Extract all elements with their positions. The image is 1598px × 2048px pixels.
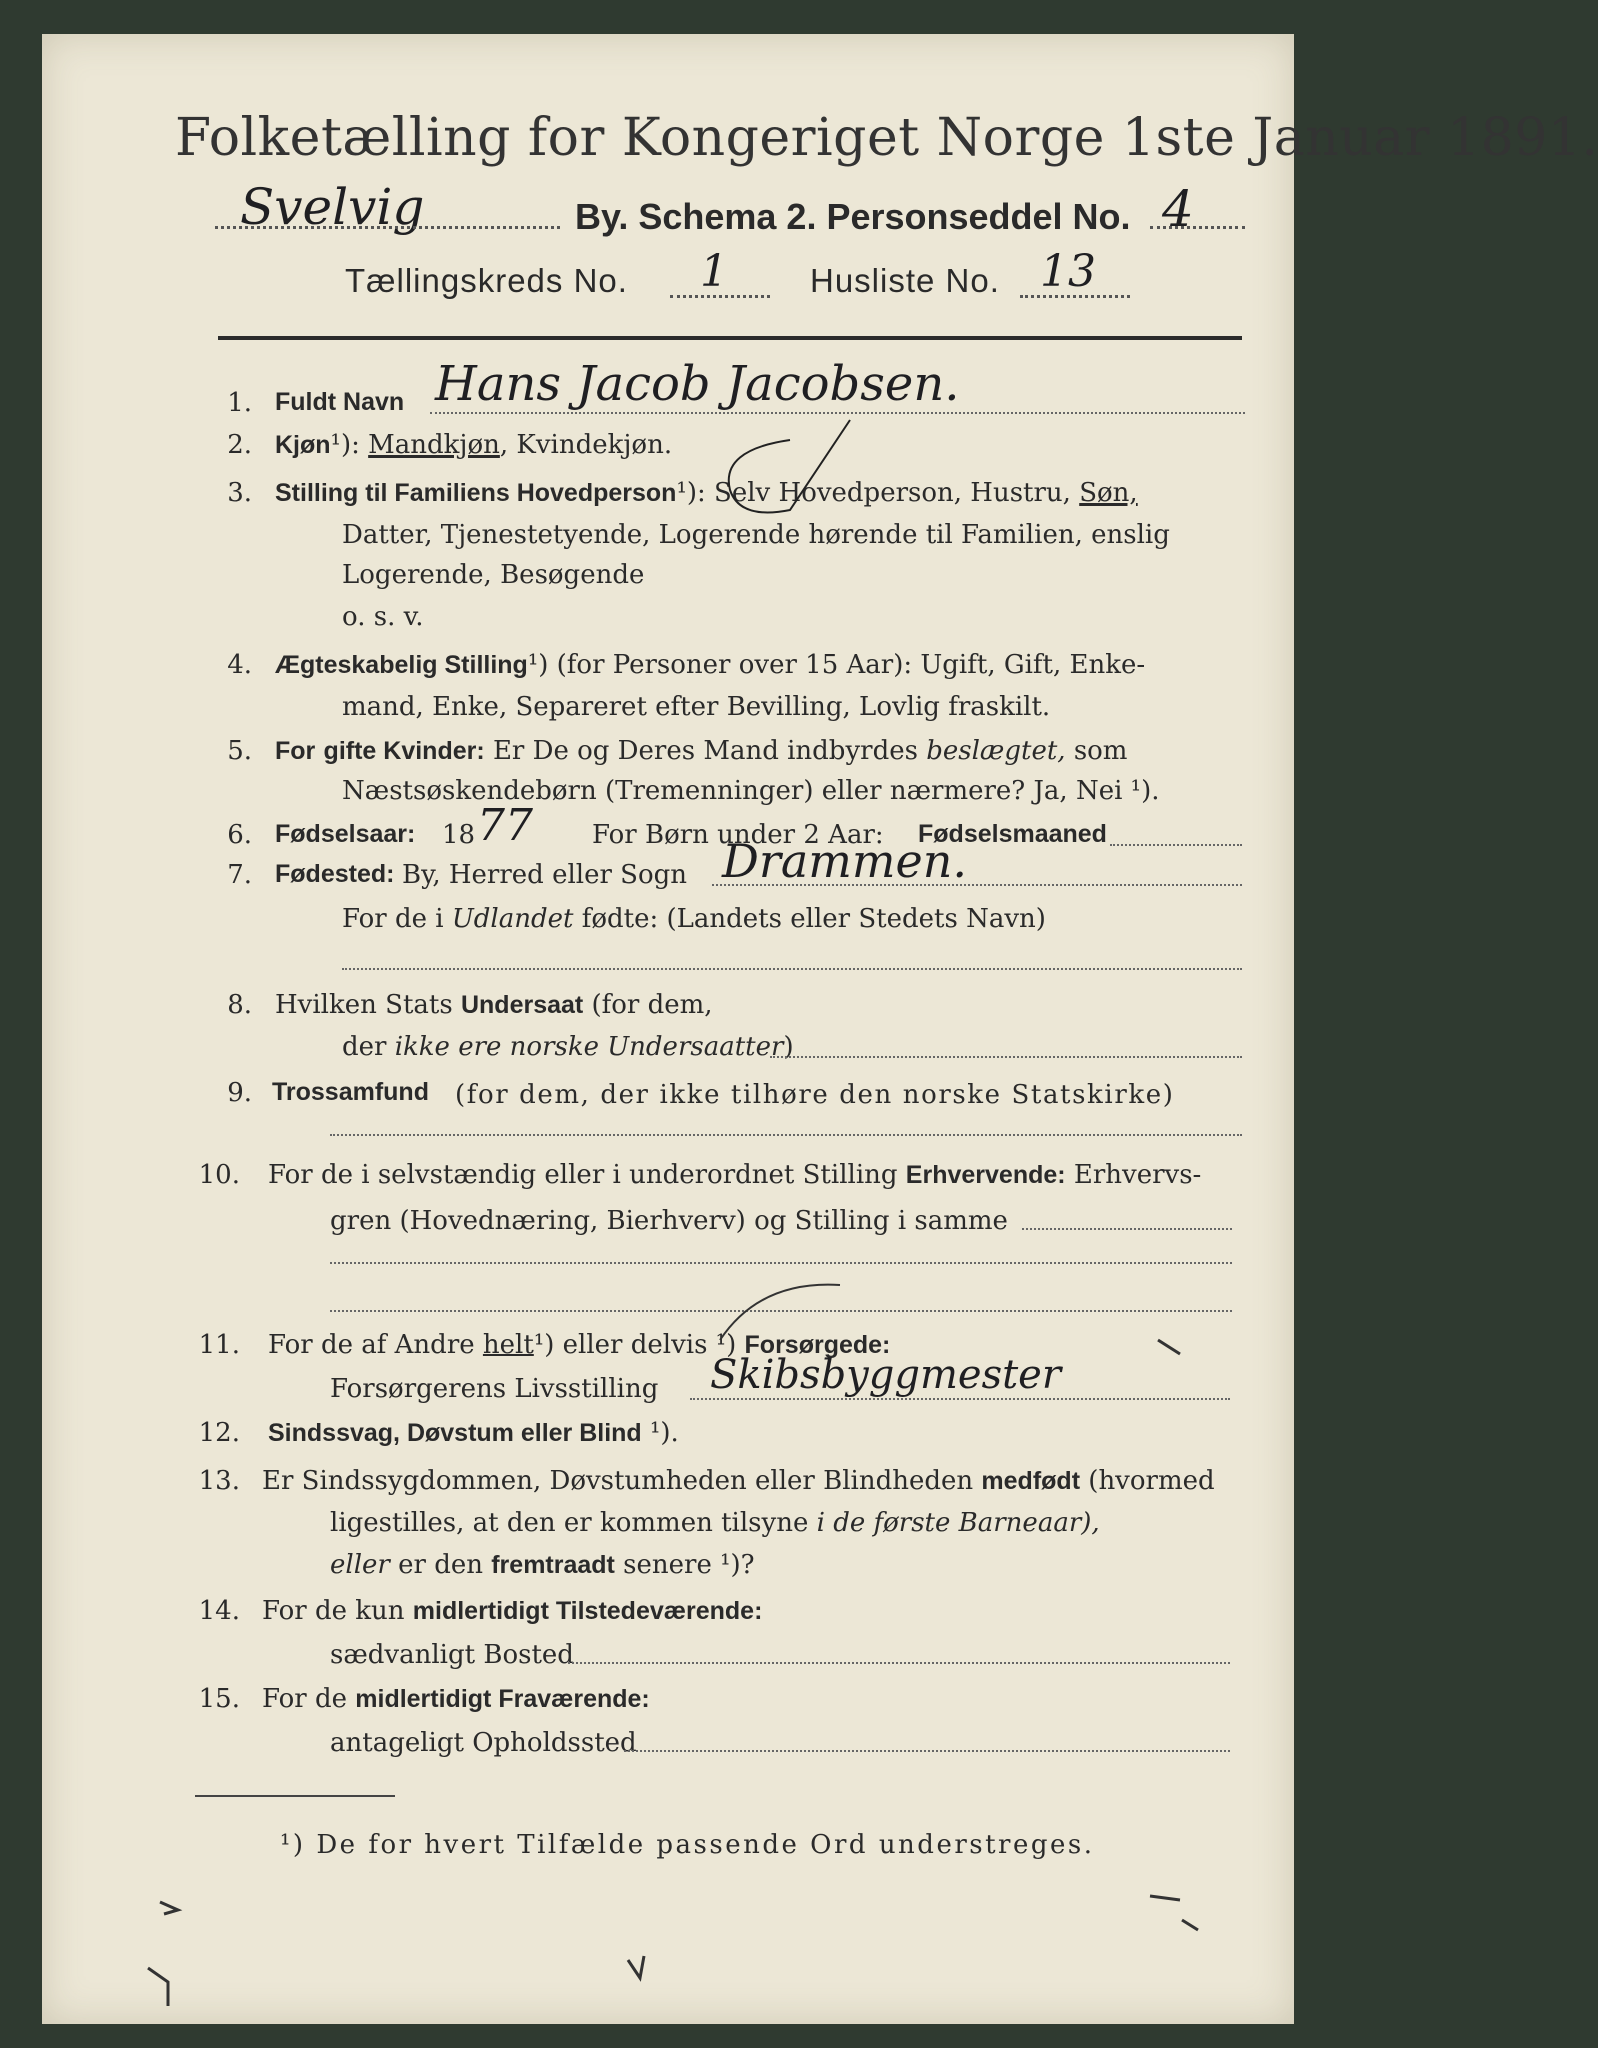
schema-label: By. Schema 2. Personseddel No. — [575, 196, 1131, 237]
item-13-l3c: senere ¹)? — [623, 1550, 755, 1580]
item-9-line — [330, 1134, 1242, 1136]
footnote-rule — [195, 1795, 395, 1797]
item-2-male: Mandkjøn — [368, 430, 500, 460]
item-10-line-a — [1022, 1228, 1232, 1230]
item-3-line-2: Datter, Tjenestetyende, Logerende hørende til Familien, enslig — [342, 520, 1170, 550]
item-14-line-1 — [262, 1596, 762, 1626]
item-5-pre: For — [275, 737, 316, 765]
item-13-label: medfødt — [981, 1467, 1081, 1495]
item-7-line-2 — [342, 904, 1046, 934]
item-13-line-3 — [330, 1550, 755, 1580]
item-5-italic: beslægtet, — [926, 736, 1066, 766]
header-rule — [218, 336, 1242, 340]
item-1-line — [430, 412, 1245, 414]
birthplace: Drammen. — [722, 834, 968, 888]
item-14-pre: For de kun — [262, 1596, 405, 1626]
item-10-end: Erhvervs- — [1073, 1160, 1202, 1190]
item-6-label-2: Fødselsmaaned — [918, 820, 1107, 848]
item-11-l1b: ¹) eller delvis ¹) — [533, 1330, 737, 1360]
item-8-l2a: der — [342, 1032, 387, 1062]
town-dotted-line — [215, 226, 560, 229]
item-10-number: 10. — [198, 1160, 240, 1190]
item-12-label: Sindssvag, Døvstum eller Blind — [268, 1419, 642, 1447]
item-8-line — [770, 1056, 1242, 1058]
item-7-l2-italic: Udlandet — [451, 904, 574, 934]
item-6-line — [1110, 844, 1242, 846]
item-7-line — [712, 884, 1242, 886]
item-2-sup: ¹): — [330, 430, 360, 460]
item-10-text: For de i selvstændig eller i underordnet Stilling — [268, 1160, 898, 1190]
item-5-text: Er De og Deres Mand indbyrdes — [492, 736, 918, 766]
item-11-number: 11. — [198, 1330, 240, 1360]
item-13-end: (hvormed — [1088, 1466, 1215, 1496]
item-14-line — [568, 1662, 1230, 1664]
kreds-label: Tællingskreds No. — [345, 262, 628, 299]
item-10-line-2: gren (Hovednæring, Bierhverv) og Stilling i samme — [330, 1206, 1008, 1236]
item-13-l2-italic: i de første Barneaar), — [816, 1508, 1100, 1538]
item-8-l2-italic: ikke ere norske Undersaatter — [394, 1032, 784, 1062]
item-3-label: Stilling til Familiens Hovedperson — [275, 479, 677, 507]
item-12-end: ¹). — [649, 1418, 679, 1448]
item-15-line-2: antageligt Opholdssted — [330, 1728, 637, 1758]
husliste-dotted-line — [1020, 295, 1130, 298]
item-15-number: 15. — [198, 1684, 240, 1714]
item-6-prefix: 18 — [442, 820, 476, 850]
item-7-text: By, Herred eller Sogn — [402, 860, 688, 890]
item-10-line-1 — [268, 1160, 1201, 1190]
item-9-text: (for dem, der ikke tilhøre den norske Statskirke) — [455, 1080, 1175, 1110]
item-13-number: 13. — [198, 1466, 240, 1496]
item-6-number: 6. — [227, 820, 252, 850]
item-14-label: midlertidigt Tilstedeværende: — [412, 1597, 763, 1625]
item-7-l2a: For de i — [342, 904, 444, 934]
item-13-l3-italic: eller — [330, 1550, 390, 1580]
husliste-label: Husliste No. — [810, 262, 1000, 299]
item-13-line-1 — [262, 1466, 1215, 1496]
item-13-l2a: ligestilles, at den er kommen tilsyne — [330, 1508, 809, 1538]
footnote: ¹) De for hvert Tilfælde passende Ord understreges. — [280, 1830, 1095, 1860]
item-11-l1a: For de af Andre — [268, 1330, 475, 1360]
item-15-line — [624, 1750, 1230, 1752]
husliste-no: 13 — [1040, 246, 1096, 297]
item-11-label: Forsørgede: — [744, 1331, 891, 1359]
item-2-number: 2. — [227, 430, 252, 460]
item-1-number: 1. — [227, 388, 252, 418]
item-11-line-2: Forsørgerens Livsstilling — [330, 1374, 659, 1404]
birth-year: 77 — [477, 800, 533, 851]
item-15-line-1 — [262, 1684, 650, 1714]
full-name: Hans Jacob Jacobsen. — [435, 356, 960, 412]
item-10-label: Erhvervende: — [905, 1161, 1066, 1189]
item-13-l3-bold: fremtraadt — [491, 1551, 615, 1579]
item-6-label: Fødselsaar: — [275, 820, 416, 848]
personseddel-no: 4 — [1162, 180, 1194, 238]
item-12-number: 12. — [198, 1418, 240, 1448]
kreds-no: 1 — [700, 246, 728, 297]
item-10-line-c — [330, 1310, 1232, 1312]
item-7-line-3 — [342, 968, 1242, 970]
provider-occupation: Skibsbyggmester — [710, 1352, 1061, 1398]
item-8-line-2 — [342, 1032, 794, 1062]
item-3-number: 3. — [227, 478, 252, 508]
item-8-pre: Hvilken Stats — [275, 990, 453, 1020]
item-5-label: gifte Kvinder: — [323, 737, 485, 765]
item-11-line — [690, 1398, 1230, 1400]
item-4-label: Ægteskabelig Stilling — [275, 651, 528, 679]
item-4-line-2: mand, Enke, Separeret efter Bevilling, Lovlig fraskilt. — [342, 692, 1051, 722]
item-1-label: Fuldt Navn — [275, 388, 405, 416]
item-2-rest: , Kvindekjøn. — [499, 430, 673, 460]
item-8-l2b: ) — [783, 1032, 794, 1062]
item-5-number: 5. — [227, 736, 252, 766]
item-3-line-3: Logerende, Besøgende — [342, 560, 645, 590]
item-5-line-1 — [275, 736, 1127, 766]
item-6-mid: For Børn under 2 Aar: — [592, 820, 884, 850]
item-8-label: Undersaat — [460, 991, 584, 1019]
item-3-sup: ¹): — [676, 478, 706, 508]
item-14-line-2: sædvanligt Bosted — [330, 1640, 574, 1670]
item-10-line-b — [330, 1262, 1232, 1264]
personseddel-dotted-line — [1150, 226, 1245, 229]
item-4-text: ¹) (for Personer over 15 Aar): Ugift, Gift, Enke- — [527, 650, 1146, 680]
kreds-dotted-line — [670, 295, 770, 298]
item-13-text: Er Sindssygdommen, Døvstumheden eller Blindheden — [262, 1466, 974, 1496]
item-8-text: (for dem, — [591, 990, 713, 1020]
item-3-son: Søn, — [1079, 478, 1138, 508]
item-2-line — [275, 430, 672, 460]
item-15-label: midlertidigt Fraværende: — [355, 1685, 650, 1713]
item-3-line-1 — [275, 478, 1138, 508]
item-9-label: Trossamfund — [272, 1078, 429, 1106]
item-13-l3a: er den — [398, 1550, 483, 1580]
item-4-line-1 — [275, 650, 1145, 680]
item-15-pre: For de — [262, 1684, 347, 1714]
item-3-options: Selv Hovedperson, Hustru, — [714, 478, 1071, 508]
item-7-label: Fødested: — [275, 860, 395, 888]
item-5-line-2: Næstsøskendebørn (Tremenninger) eller nærmere? Ja, Nei ¹). — [342, 776, 1160, 806]
item-4-number: 4. — [227, 650, 252, 680]
item-9-number: 9. — [227, 1078, 252, 1108]
item-11-helt: helt — [482, 1330, 534, 1360]
item-5-end: som — [1073, 736, 1128, 766]
item-8-line-1 — [275, 990, 713, 1020]
form-title: Folketælling for Kongeriget Norge 1ste Januar 1891. — [175, 108, 1598, 168]
item-8-number: 8. — [227, 990, 252, 1020]
item-3-line-4: o. s. v. — [342, 602, 424, 632]
town-name: Svelvig — [240, 178, 425, 236]
item-14-number: 14. — [198, 1596, 240, 1626]
item-7-l2b: fødte: (Landets eller Stedets Navn) — [581, 904, 1046, 934]
item-12-line — [268, 1418, 679, 1448]
item-7-number: 7. — [227, 860, 252, 890]
census-form — [42, 34, 1598, 2024]
item-2-label: Kjøn — [275, 431, 331, 459]
item-13-line-2 — [330, 1508, 1100, 1538]
